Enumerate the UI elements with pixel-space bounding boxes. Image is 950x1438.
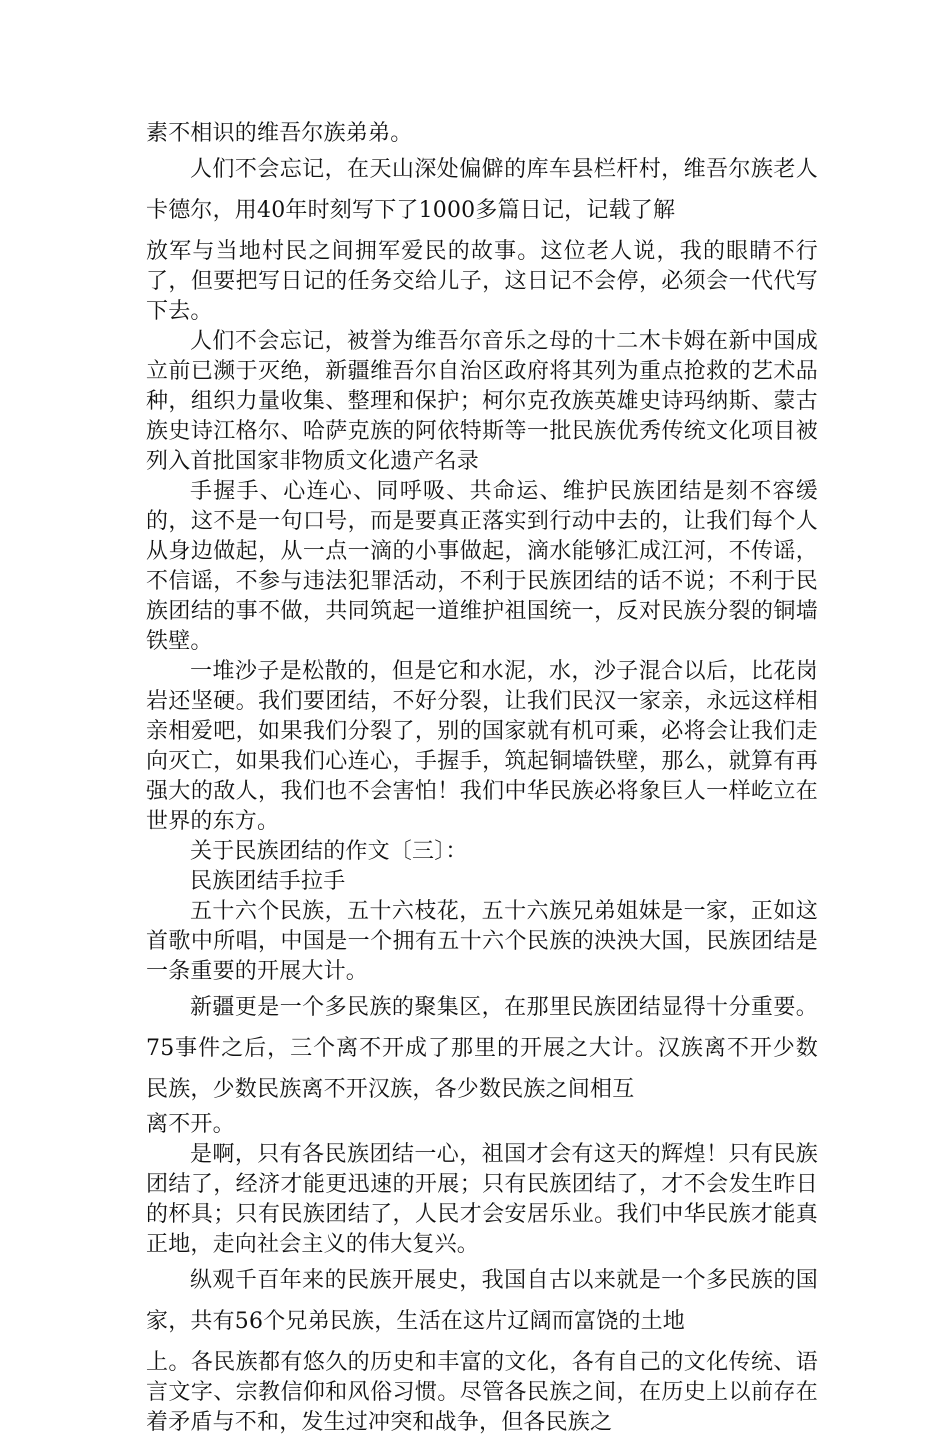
paragraph-1: 素不相识的维吾尔族弟弟。 bbox=[146, 121, 413, 146]
paragraph-2 bbox=[146, 149, 818, 327]
paragraph-9-tight-part: 离不开。 bbox=[146, 1112, 235, 1137]
paragraph-11 bbox=[146, 1260, 818, 1438]
paragraph-2-tight-part: 放军与当地村民之间拥军爱民的故事。这位老人说，我的眼睛不行了，但要把写日记的任务交给儿子，这日记不会停，必须会一代代写下去。 bbox=[146, 239, 818, 324]
paragraph-3: 人们不会忘记，被誉为维吾尔音乐之母的十二木卡姆在新中国成立前已濒于灭绝，新疆维吾尔自治区政府将其列为重点抢救的艺术品种，组织力量收集、整理和保护；柯尔克孜族英雄史诗玛纳斯、蒙古族史诗江格尔、哈萨克族的阿依特斯等一批民族优秀传统文化项目被列入首批国家非物质文化遗产名录 bbox=[146, 329, 818, 474]
paragraph-4: 手握手、心连心、同呼吸、共命运、维护民族团结是刻不容缓的，这不是一句口号，而是要真正落实到行动中去的，让我们每个人从身边做起，从一点一滴的小事做起，滴水能够汇成江河，不传谣，不信谣，不参与违法犯罪活动，不利于民族团结的话不说；不利于民族团结的事不做，共同筑起一道维护祖国统一，反对民族分裂的铜墙铁壁。 bbox=[146, 479, 818, 654]
paragraph-11-tight-part: 上。各民族都有悠久的历史和丰富的文化，各有自己的文化传统、语言文字、宗教信仰和风俗习惯。尽管各民族之间，在历史上以前存在着矛盾与不和，发生过冲突和战争，但各民族之 bbox=[146, 1350, 818, 1435]
paragraph-5: 一堆沙子是松散的，但是它和水泥，水，沙子混合以后，比花岗岩还坚硬。我们要团结，不好分裂，让我们民汉一家亲，永远这样相亲相爱吧，如果我们分裂了，别的国家就有机可乘，必将会让我们走向灭亡，如果我们心连心，手握手，筑起铜墙铁壁，那么，就算有再强大的敌人，我们也不会害怕！我们中华民族必将象巨人一样屹立在世界的东方。 bbox=[146, 659, 818, 834]
paragraph-10: 是啊，只有各民族团结一心，祖国才会有这天的辉煌！只有民族团结了，经济才能更迅速的开展；只有民族团结了，才不会发生昨日的杯具；只有民族团结了，人民才会安居乐业。我们中华民族才能真正地，走向社会主义的伟大复兴。 bbox=[146, 1142, 818, 1257]
paragraph-9-loose-part: 新疆更是一个多民族的聚集区，在那里民族团结显得十分重要。75事件之后，三个离不开成了那里的开展之大计。汉族离不开少数民族，少数民族离不开汉族，各少数民族之间相互 bbox=[146, 995, 818, 1102]
section-heading: 关于民族团结的作文〔三〕： bbox=[190, 839, 468, 864]
paragraph-2-loose-part: 人们不会忘记，在天山深处偏僻的库车县栏杆村，维吾尔族老人卡德尔，用40年时刻写下了1000多篇日记，记载了解 bbox=[146, 157, 818, 223]
paragraph-9 bbox=[146, 987, 818, 1140]
paragraph-8: 五十六个民族，五十六枝花，五十六族兄弟姐妹是一家，正如这首歌中所唱，中国是一个拥有五十六个民族的泱泱大国，民族团结是一条重要的开展大计。 bbox=[146, 899, 818, 984]
essay-title: 民族团结手拉手 bbox=[190, 869, 346, 894]
paragraph-11-loose-part: 纵观千百年来的民族开展史，我国自古以来就是一个多民族的国家，共有56个兄弟民族，生活在这片辽阔而富饶的土地 bbox=[146, 1268, 818, 1334]
document-body bbox=[146, 119, 818, 1438]
